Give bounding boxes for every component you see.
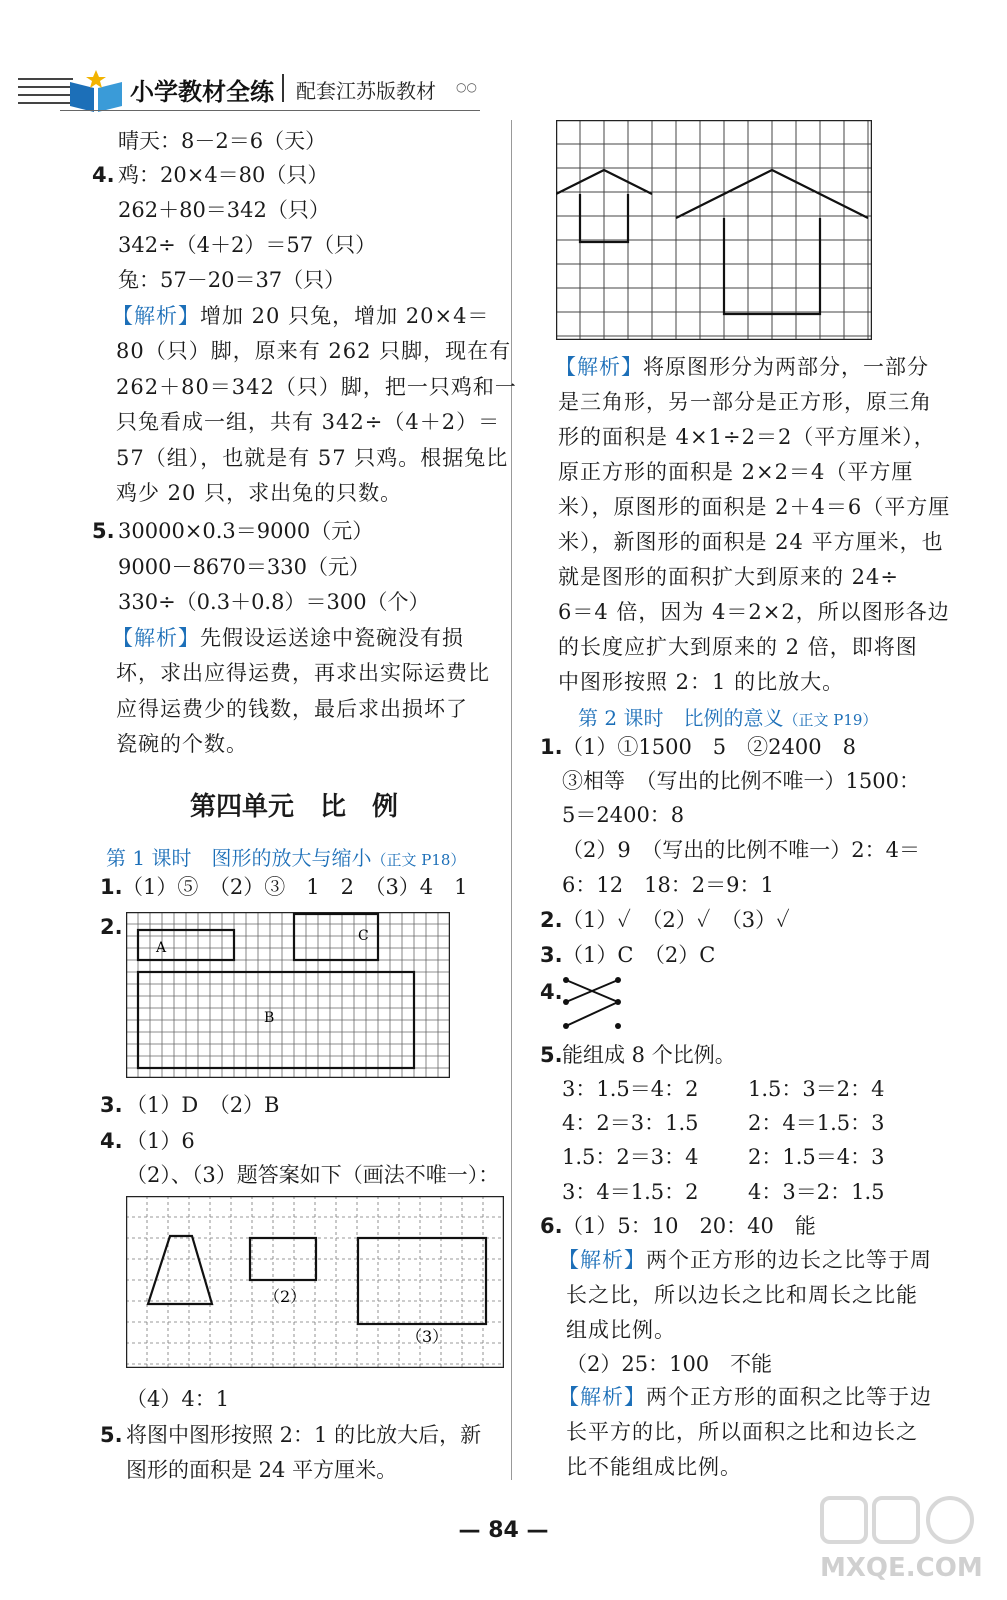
b1-line-e: 6：12 18：2＝9：1	[562, 873, 774, 897]
a4-part2-3: （2）、（3）题答案如下（画法不唯一）：	[126, 1163, 500, 1187]
book-logo-icon	[66, 68, 126, 114]
b5-row2-a: 4：2＝3：1.5	[562, 1111, 699, 1135]
q4-line-c: 342÷（4＋2）＝57（只）	[118, 233, 377, 257]
b3-answer: （1）C （2）C	[562, 943, 716, 967]
right-analysis-2: 是三角形，另一部分是正方形，原三角	[558, 390, 932, 414]
enlarge-grid-abc	[126, 912, 450, 1078]
a5-number: 5.	[100, 1423, 123, 1447]
b3-number: 3.	[540, 943, 563, 967]
right-analysis-4: 原正方形的面积是 2×2＝4（平方厘	[558, 460, 914, 484]
q4-analysis-4: 只兔看成一组，共有 342÷（4＋2）＝	[116, 410, 501, 434]
b6-analysis-6: 比不能组成比例。	[566, 1455, 742, 1479]
header-subtitle: 配套江苏版教材	[296, 79, 436, 103]
b2-answer: （1）✓ （2）✓ （3）✓	[562, 908, 790, 932]
watermark-text: MXQE.COM	[820, 1553, 983, 1583]
trapezoid-shape	[148, 1236, 212, 1304]
b5-row3-b: 2：1.5＝4：3	[748, 1145, 885, 1169]
header-title: 小学教材全练	[130, 78, 274, 106]
q4-line-a: 鸡：20×4＝80（只）	[118, 163, 329, 187]
q5-analysis-4: 瓷碗的个数。	[116, 732, 248, 756]
b6-analysis-5: 长平方的比，所以面积之比和边长之	[566, 1420, 918, 1444]
b1-line-a: （1）①1500 5 ②2400 8	[562, 735, 856, 759]
b1-line-b: ③相等 （写出的比例不唯一）1500：	[562, 769, 920, 793]
a4-part1: （1）6	[126, 1129, 195, 1153]
a4-number: 4.	[100, 1129, 123, 1153]
b6-number: 6.	[540, 1214, 563, 1238]
a2-number: 2.	[100, 915, 123, 939]
b6-part1: （1）5：10 20：40 能	[562, 1214, 816, 1238]
label-3: （3）	[406, 1327, 449, 1346]
a5-line1: 将图中图形按照 2：1 的比放大后，新	[126, 1423, 482, 1447]
b5-row3-a: 1.5：2＝3：4	[562, 1145, 699, 1169]
watermark-logo	[800, 1490, 1000, 1590]
b5-number: 5.	[540, 1043, 563, 1067]
dashed-grid-drawings	[126, 1196, 504, 1368]
b1-line-d: （2）9 （写出的比例不唯一）2：4＝	[562, 838, 920, 862]
a4-part4: （4）4：1	[126, 1387, 230, 1411]
right-analysis-3: 形的面积是 4×1÷2＝2（平方厘米），	[558, 425, 936, 449]
q5-analysis-2: 坏，求出应得运费，再求出实际运费比	[116, 661, 490, 685]
a3-answer: （1）D （2）B	[126, 1093, 280, 1117]
right-analysis-9: 的长度应扩大到原来的 2 倍，即将图	[558, 635, 918, 659]
right-analysis-8: 6＝4 倍，因为 4＝2×2，所以图形各边	[558, 600, 950, 624]
page-number: — 84 —	[458, 1518, 549, 1543]
label-c: C	[358, 928, 369, 944]
header-separator	[282, 74, 284, 102]
b5-row4-b: 4：3＝2：1.5	[748, 1180, 885, 1204]
label-a: A	[156, 940, 167, 956]
page-header	[0, 60, 560, 120]
lesson-2-title: 第 2 课时 比例的意义（正文 P19）	[578, 706, 878, 730]
a3-number: 3.	[100, 1093, 123, 1117]
q5-line-b: 9000－8670＝330（元）	[118, 555, 370, 579]
q4-analysis-2: 80（只）脚，原来有 262 只脚，现在有	[116, 339, 512, 363]
q5-line-a: 30000×0.3＝9000（元）	[118, 519, 374, 543]
a1-answer: （1）⑤ （2）③ 1 2 （3）4 1	[122, 875, 468, 899]
triangle-grid	[556, 120, 872, 340]
b1-line-c: 5＝2400：8	[562, 803, 685, 827]
q5-analysis-1: 【解析】先假设运送途中瓷碗没有损	[112, 626, 464, 650]
q4-analysis-5: 57（组），也就是有 57 只鸡。根据兔比	[116, 446, 509, 470]
q4-analysis-3: 262＋80＝342（只）脚，把一只鸡和一	[116, 375, 517, 399]
header-decor-lines	[18, 78, 73, 110]
analysis-tag: 【解析】	[112, 304, 200, 328]
b1-number: 1.	[540, 735, 563, 759]
matching-lines	[558, 972, 628, 1032]
b5-row1-b: 1.5：3＝2：4	[748, 1077, 885, 1101]
q5-line-c: 330÷（0.3＋0.8）＝300（个）	[118, 590, 430, 614]
b6-analysis-2: 长之比，所以边长之比和周长之比能	[566, 1283, 918, 1307]
right-analysis-1: 【解析】将原图形分为两部分，一部分	[555, 355, 929, 379]
q5-number: 5.	[92, 519, 115, 543]
q4-number: 4.	[92, 163, 115, 187]
label-2: （2）	[264, 1287, 307, 1306]
right-analysis-5: 米），原图形的面积是 2＋4＝6（平方厘	[558, 495, 951, 519]
header-dots-icon: ○○	[456, 80, 477, 94]
b5-row4-a: 3：4＝1.5：2	[562, 1180, 699, 1204]
q4-line-d: 兔：57－20＝37（只）	[118, 268, 346, 292]
header-rule	[60, 110, 480, 111]
right-analysis-7: 就是图形的面积扩大到原来的 24÷	[558, 565, 899, 589]
b6-analysis-4: 【解析】两个正方形的面积之比等于边	[558, 1385, 932, 1409]
b6-analysis-3: 组成比例。	[566, 1318, 676, 1342]
rect-3	[358, 1238, 486, 1324]
q4-analysis-6: 鸡少 20 只，求出兔的只数。	[116, 481, 403, 505]
unit-title: 第四单元 比 例	[190, 792, 399, 822]
b5-answer: 能组成 8 个比例。	[562, 1043, 736, 1067]
a5-line2: 图形的面积是 24 平方厘米。	[126, 1458, 398, 1482]
sunny-days-line: 晴天：8－2＝6（天）	[118, 129, 327, 153]
a1-number: 1.	[100, 875, 123, 899]
b5-row2-b: 2：4＝1.5：3	[748, 1111, 885, 1135]
label-b: B	[264, 1010, 275, 1026]
b5-row1-a: 3：1.5＝4：2	[562, 1077, 699, 1101]
b4-number: 4.	[540, 980, 563, 1004]
lesson-1-title: 第 1 课时 图形的放大与缩小（正文 P18）	[106, 846, 466, 870]
q4-line-b: 262＋80＝342（只）	[118, 198, 330, 222]
q4-analysis-1: 【解析】增加 20 只兔，增加 20×4＝	[112, 304, 490, 328]
b2-number: 2.	[540, 908, 563, 932]
column-divider	[511, 120, 512, 1480]
right-analysis-6: 米），新图形的面积是 24 平方厘米，也	[558, 530, 944, 554]
b6-analysis-1: 【解析】两个正方形的边长之比等于周	[558, 1248, 932, 1272]
b6-part2: （2）25：100 不能	[566, 1352, 773, 1376]
right-analysis-10: 中图形按照 2：1 的比放大。	[558, 670, 845, 694]
q5-analysis-3: 应得运费少的钱数，最后求出损坏了	[116, 697, 468, 721]
